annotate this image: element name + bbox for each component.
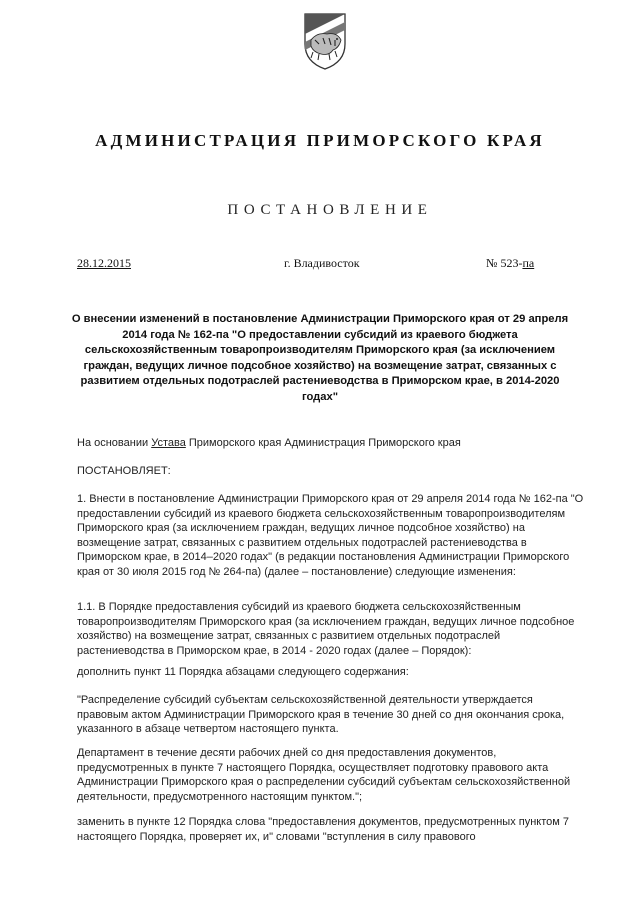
document-number-prefix: № 523-: [486, 256, 523, 270]
paragraph-1: 1. Внести в постановление Администрации Приморского края от 29 апреля 2014 года № 162-па "О предоставлении субсидий из краевого бюджета сельскохозяйственным товаропроизводителям Приморского края (за исключением граждан, ведущих личное подсобное хозяйство) на возмещение затрат, связанных с развитием отдельных подотраслей растениеводства в Приморском крае, в 2014–2020 годах" (в редакции постановления Администрации Приморского края от 30 июля 2015 год № 264-па) (далее – постановление) следующие изменения:: [77, 493, 584, 578]
paragraph-1-1: 1.1. В Порядке предоставления субсидий из краевого бюджета сельскохозяйственным товаропроизводителям Приморского края (за исключением граждан, ведущих личное подсобное хозяйство) на возмещение затрат, связанных с развитием отдельных подотраслей растениеводства в Приморском крае, в 2014 - 2020 годах (далее – Порядок):: [77, 601, 575, 657]
charter-link[interactable]: Устава: [151, 437, 186, 449]
paragraph-replace: заменить в пункте 12 Порядка слова "предоставления документов, предусмотренных пунктом 7 настоящего Порядка, проверяет их, и" словами "вступления в силу правового: [77, 816, 569, 843]
paragraph-add: дополнить пункт 11 Порядка абзацами следующего содержания:: [77, 666, 409, 678]
document-date: 28.12.2015: [77, 256, 131, 270]
basis-suffix: Приморского края Администрация Приморского края: [185, 437, 461, 449]
basis-paragraph: [77, 436, 587, 451]
coat-of-arms-icon: [299, 10, 351, 72]
organization-title: АДМИНИСТРАЦИЯ ПРИМОРСКОГО КРАЯ: [95, 131, 545, 150]
document-number: [486, 256, 534, 271]
document-subject: О внесении изменений в постановление Администрации Приморского края от 29 апреля 2014 года № 162-па "О предоставлении субсидий из краевого бюджета сельскохозяйственным товаропроизводителям Приморского края (за исключением граждан, ведущих личное подсобное хозяйство) на возмещение затрат, связанных с развитием отдельных подотраслей растениеводства в Приморском крае, в 2014-2020 годах": [71, 313, 569, 403]
document-city: г. Владивосток: [284, 256, 360, 270]
document-number-suffix: па: [522, 256, 535, 270]
basis-prefix: На основании: [77, 437, 152, 449]
paragraph-quote-2: Департамент в течение десяти рабочих дней со дня предоставления документов, предусмотренных в пункте 7 настоящего Порядка, осуществляет подготовку правового акта Администрации Приморского края о распределении субсидий субъектам сельскохозяйственной деятельности, предусмотренного настоящим пунктом.";: [77, 747, 571, 803]
decree-word: ПОСТАНОВЛЯЕТ:: [77, 465, 171, 477]
document-type: ПОСТАНОВЛЕНИЕ: [227, 202, 433, 218]
paragraph-quote-1: "Распределение субсидий субъектам сельскохозяйственной деятельности утверждается правовым актом Администрации Приморского края в течение 30 дней со дня окончания срока, указанного в абзаце четвертом настоящего пункта.: [77, 694, 565, 735]
